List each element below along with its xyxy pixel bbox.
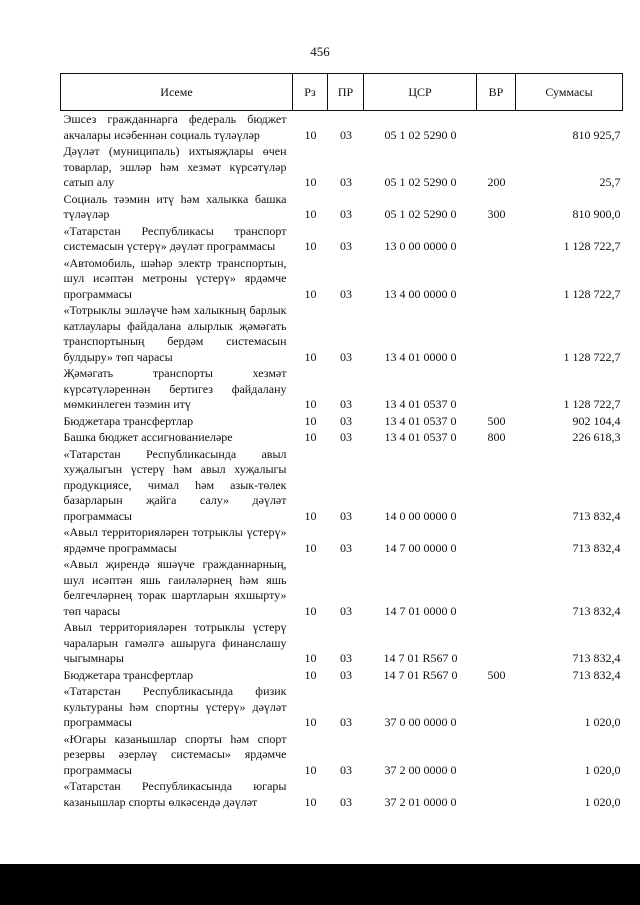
cell-rz: 10 bbox=[304, 540, 317, 555]
cell-sum: 810 900,0 bbox=[572, 207, 621, 221]
cell-sum: 1 020,0 bbox=[584, 794, 621, 809]
cell-csr: 14 7 01 0000 0 bbox=[384, 603, 457, 618]
cell-pr: 03 bbox=[340, 667, 352, 682]
cell-rz: 10 bbox=[304, 127, 317, 142]
cell-csr: 13 4 00 0000 0 bbox=[384, 286, 457, 301]
table-row bbox=[61, 778, 623, 810]
cell-name: Бюджетара трансфертлар bbox=[63, 667, 194, 682]
cell-rz: 10 bbox=[304, 239, 317, 253]
cell-rz: 10 bbox=[304, 667, 317, 682]
cell-sum: 713 832,4 bbox=[572, 667, 621, 682]
header-sum: Суммасы bbox=[516, 74, 623, 111]
header-pr: ПР bbox=[328, 74, 364, 111]
cell-sum: 25,7 bbox=[599, 175, 621, 189]
cell-pr: 03 bbox=[340, 175, 352, 189]
cell-name: Дәүләт (муниципаль) ихтыяҗлары өчен товарлар, эшләр һәм хезмәт күрсәтүләр сатып алу bbox=[63, 144, 287, 189]
cell-sum: 713 832,4 bbox=[572, 540, 621, 555]
cell-csr: 14 7 01 R567 0 bbox=[383, 651, 458, 665]
cell-vr bbox=[477, 556, 516, 619]
cell-vr bbox=[477, 619, 516, 667]
cell-csr: 05 1 02 5290 0 bbox=[384, 175, 457, 189]
cell-rz: 10 bbox=[304, 349, 317, 364]
cell-csr: 14 7 01 R567 0 bbox=[383, 667, 458, 682]
cell-sum: 713 832,4 bbox=[572, 651, 621, 665]
cell-name: Җәмәгать транспорты хезмәт күрсәтүләреннән бертигез файдалану мөмкинлеген тәэмин итү bbox=[63, 366, 287, 411]
cell-pr: 03 bbox=[340, 540, 352, 555]
cell-pr: 03 bbox=[340, 127, 352, 142]
cell-vr bbox=[477, 365, 516, 413]
cell-pr: 03 bbox=[340, 430, 352, 444]
cell-name: «Татарстан Республикасында физик культураны һәм спортны үстерү» дәүләт программасы bbox=[63, 684, 287, 729]
cell-csr: 13 4 01 0000 0 bbox=[384, 349, 457, 364]
header-csr: ЦСР bbox=[364, 74, 477, 111]
cell-name: «Авыл җирендә яшәүче гражданнарның, шул исәптән яшь гаиләләрнең һәм яшь белгечләрнең торак шартларын яхшырту» төп чарасы bbox=[63, 557, 287, 618]
cell-pr: 03 bbox=[340, 651, 352, 665]
cell-vr bbox=[477, 731, 516, 779]
cell-csr: 05 1 02 5290 0 bbox=[384, 207, 457, 221]
cell-csr: 13 4 01 0537 0 bbox=[384, 397, 457, 411]
table-row bbox=[61, 731, 623, 779]
header-vr: ВР bbox=[477, 74, 516, 111]
cell-sum: 713 832,4 bbox=[572, 508, 621, 523]
table-row bbox=[61, 143, 623, 191]
cell-name: «Тотрыклы эшләүче һәм халыкның барлык катлаулары файдалана алырлык җәмәгать транспортының бердәм системасын булдыру» төп чарасы bbox=[63, 303, 287, 364]
cell-vr bbox=[477, 683, 516, 731]
table-row bbox=[61, 429, 623, 446]
cell-vr bbox=[477, 446, 516, 525]
table-row bbox=[61, 223, 623, 255]
cell-name: «Югары казанышлар спорты һәм спорт резервы әзерләү системасы» ярдәмче программасы bbox=[63, 731, 287, 777]
table-row bbox=[61, 683, 623, 731]
table-row bbox=[61, 667, 623, 684]
table-row bbox=[61, 365, 623, 413]
cell-pr: 03 bbox=[340, 207, 352, 221]
cell-sum: 902 104,4 bbox=[572, 413, 621, 428]
cell-vr bbox=[477, 302, 516, 365]
cell-csr: 05 1 02 5290 0 bbox=[384, 127, 457, 142]
cell-vr: 800 bbox=[487, 430, 506, 444]
cell-pr: 03 bbox=[340, 508, 352, 523]
table-row bbox=[61, 413, 623, 430]
cell-csr: 13 4 01 0537 0 bbox=[384, 430, 457, 444]
cell-pr: 03 bbox=[340, 715, 352, 729]
cell-pr: 03 bbox=[340, 794, 352, 809]
cell-pr: 03 bbox=[340, 397, 352, 411]
budget-table bbox=[60, 73, 623, 810]
cell-rz: 10 bbox=[304, 397, 317, 411]
cell-rz: 10 bbox=[304, 508, 317, 523]
cell-sum: 1 020,0 bbox=[584, 715, 621, 729]
cell-csr: 13 4 01 0537 0 bbox=[384, 413, 457, 428]
cell-pr: 03 bbox=[340, 413, 352, 428]
cell-csr: 37 0 00 0000 0 bbox=[384, 715, 457, 729]
cell-vr bbox=[477, 778, 516, 810]
cell-vr bbox=[477, 524, 516, 556]
cell-sum: 1 128 722,7 bbox=[563, 239, 621, 253]
cell-sum: 713 832,4 bbox=[572, 603, 621, 618]
cell-sum: 810 925,7 bbox=[572, 127, 621, 142]
cell-rz: 10 bbox=[304, 413, 317, 428]
cell-rz: 10 bbox=[304, 794, 317, 809]
table-row bbox=[61, 556, 623, 619]
cell-rz: 10 bbox=[304, 430, 317, 444]
cell-name: Эшсез гражданнарга федераль бюджет акчалары исәбеннән социаль түләүләр bbox=[63, 112, 287, 142]
cell-vr: 500 bbox=[487, 667, 506, 682]
cell-pr: 03 bbox=[340, 762, 352, 777]
cell-csr: 14 0 00 0000 0 bbox=[384, 508, 457, 523]
cell-rz: 10 bbox=[304, 762, 317, 777]
scan-bottom-edge bbox=[0, 864, 640, 905]
cell-name: Башка бюджет ассигнованиеләре bbox=[63, 430, 233, 444]
cell-vr bbox=[477, 223, 516, 255]
cell-rz: 10 bbox=[304, 651, 317, 665]
table-row bbox=[61, 524, 623, 556]
cell-sum: 1 020,0 bbox=[584, 762, 621, 777]
cell-vr bbox=[477, 255, 516, 303]
table-row bbox=[61, 255, 623, 303]
cell-name: «Татарстан Республикасында авыл хуҗалыгын үстерү һәм авыл хуҗалыгы продукциясе, чимал һәм азык-төлек базарларын җайга салу» дәүләт программасы bbox=[63, 446, 287, 523]
cell-csr: 13 0 00 0000 0 bbox=[384, 239, 457, 253]
cell-name: Социаль тәэмин итү һәм халыкка башка түләүләр bbox=[63, 191, 287, 221]
cell-pr: 03 bbox=[340, 286, 352, 301]
table-row bbox=[61, 191, 623, 223]
cell-name: «Татарстан Республикасы транспорт системасын үстерү» дәүләт программасы bbox=[63, 223, 287, 253]
cell-rz: 10 bbox=[304, 603, 317, 618]
cell-pr: 03 bbox=[340, 239, 352, 253]
page-number: 456 bbox=[310, 44, 330, 59]
table-row bbox=[61, 619, 623, 667]
table-row bbox=[61, 302, 623, 365]
cell-sum: 226 618,3 bbox=[572, 430, 621, 444]
cell-name: «Автомобиль, шәһәр электр транспортын, шул исәптән метроны үстерү» ярдәмче программасы bbox=[63, 255, 287, 301]
cell-vr: 500 bbox=[487, 413, 506, 428]
header-name: Исеме bbox=[61, 74, 293, 111]
table-row bbox=[61, 446, 623, 525]
cell-sum: 1 128 722,7 bbox=[563, 349, 621, 364]
cell-csr: 14 7 00 0000 0 bbox=[384, 540, 457, 555]
cell-vr: 200 bbox=[487, 175, 506, 189]
cell-sum: 1 128 722,7 bbox=[563, 286, 621, 301]
cell-name: «Авыл территорияләрен тотрыклы үстерү» ярдәмче программасы bbox=[63, 525, 287, 555]
table-header bbox=[61, 74, 623, 111]
cell-name: Авыл территорияләрен тотрыклы үстерү чараларын гамәлгә ашыруга финанслашу чыгымнары bbox=[63, 620, 287, 665]
cell-pr: 03 bbox=[340, 349, 352, 364]
cell-sum: 1 128 722,7 bbox=[563, 397, 621, 411]
cell-csr: 37 2 00 0000 0 bbox=[384, 762, 457, 777]
cell-csr: 37 2 01 0000 0 bbox=[384, 794, 457, 809]
cell-pr: 03 bbox=[340, 603, 352, 618]
cell-name: «Татарстан Республикасында югары казанышлар спорты өлкәсендә дәүләт bbox=[63, 779, 287, 809]
cell-rz: 10 bbox=[304, 286, 317, 301]
cell-vr bbox=[477, 111, 516, 144]
cell-rz: 10 bbox=[304, 715, 317, 729]
cell-rz: 10 bbox=[304, 175, 317, 189]
cell-name: Бюджетара трансфертлар bbox=[63, 413, 194, 428]
header-rz: Рз bbox=[293, 74, 328, 111]
cell-rz: 10 bbox=[304, 207, 317, 221]
cell-vr: 300 bbox=[487, 207, 506, 221]
table-row bbox=[61, 111, 623, 144]
